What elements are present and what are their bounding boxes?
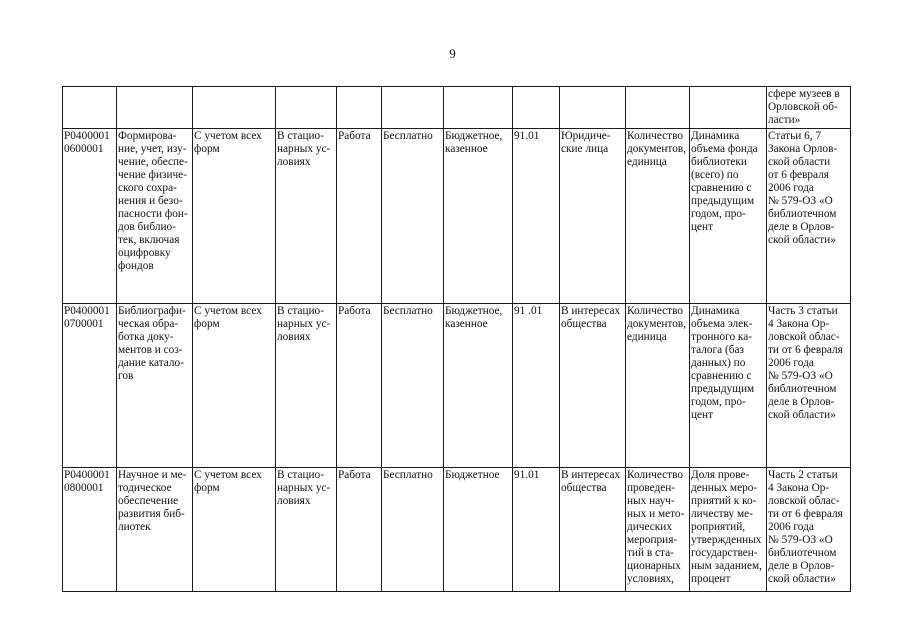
services-table [62,86,851,592]
conditions-cell [276,87,337,129]
okved-cell: 91 .01 [513,304,560,468]
payment-cell: Бесплатно [382,304,444,468]
conditions-cell: В стацио- нарных ус- ловиях [276,129,337,304]
law-cell: Статьи 6, 7 Закона Орлов- ской области от 6 февраля 2006 года № 579-ОЗ «О библиотечном деле в Орлов- ской области» [767,129,851,304]
form-cell: С учетом всех форм [193,304,276,468]
indicator-value-cell: Доля прове- денных меро- приятий к ко- личеству ме- роприятий, утвержденных государствен- ным заданием, процент [690,468,767,592]
institution-cell: Бюджетное [444,468,513,592]
consumers-cell [560,87,626,129]
service-name-cell: Научное и ме- тодическое обеспечение развития биб- лиотек [117,468,193,592]
code-cell: Р0400001 0600001 [63,129,117,304]
consumers-cell: В интересах общества [560,304,626,468]
law-cell: сфере музеев в Орловской об- ласти» [767,87,851,129]
indicator-cell: Количество проведен- ных науч- ных и мето- дических мероприя- тий в ста- ционарных условиях, [626,468,690,592]
payment-cell [382,87,444,129]
law-cell: Часть 3 статьи 4 Закона Ор- ловской облас- ти от 6 февраля 2006 года № 579-ОЗ «О библиотечном деле в Орлов- ской области» [767,304,851,468]
table-row [63,87,851,129]
indicator-value-cell [690,87,767,129]
payment-cell: Бесплатно [382,129,444,304]
institution-cell [444,87,513,129]
type-cell: Работа [337,468,382,592]
table-row [63,468,851,592]
indicator-cell: Количество документов, единица [626,129,690,304]
type-cell: Работа [337,304,382,468]
law-cell: Часть 2 статьи 4 Закона Ор- ловской облас- ти от 6 февраля 2006 года № 579-ОЗ «О библиотечном деле в Орлов- ской области» [767,468,851,592]
form-cell: С учетом всех форм [193,468,276,592]
form-cell [193,87,276,129]
page-number: 9 [449,46,456,61]
table-row [63,304,851,468]
okved-cell [513,87,560,129]
conditions-cell: В стацио- нарных ус- ловиях [276,304,337,468]
indicator-cell [626,87,690,129]
consumers-cell: В интересах общества [560,468,626,592]
service-name-cell: Библиографи- ческая обра- ботка доку- ментов и соз- дание катало- гов [117,304,193,468]
code-cell: Р0400001 0700001 [63,304,117,468]
indicator-cell: Количество документов, единица [626,304,690,468]
consumers-cell: Юридиче- ские лица [560,129,626,304]
type-cell: Работа [337,129,382,304]
table-row [63,129,851,304]
type-cell [337,87,382,129]
conditions-cell: В стацио- нарных ус- ловиях [276,468,337,592]
service-name-cell [117,87,193,129]
indicator-value-cell: Динамика объема фонда библиотеки (всего) по сравнению с предыдущим годом, про- цент [690,129,767,304]
service-name-cell: Формирова- ние, учет, изу- чение, обеспе- чение физиче- ского сохра- нения и безо- пасности фон- дов библио- тек, включая оцифровку фондов [117,129,193,304]
institution-cell: Бюджетное, казенное [444,304,513,468]
payment-cell: Бесплатно [382,468,444,592]
code-cell [63,87,117,129]
indicator-value-cell: Динамика объема элек- тронного ка- талога (баз данных) по сравнению с предыдущим годом, про- цент [690,304,767,468]
form-cell: С учетом всех форм [193,129,276,304]
code-cell: Р0400001 0800001 [63,468,117,592]
institution-cell: Бюджетное, казенное [444,129,513,304]
okved-cell: 91.01 [513,468,560,592]
okved-cell: 91.01 [513,129,560,304]
